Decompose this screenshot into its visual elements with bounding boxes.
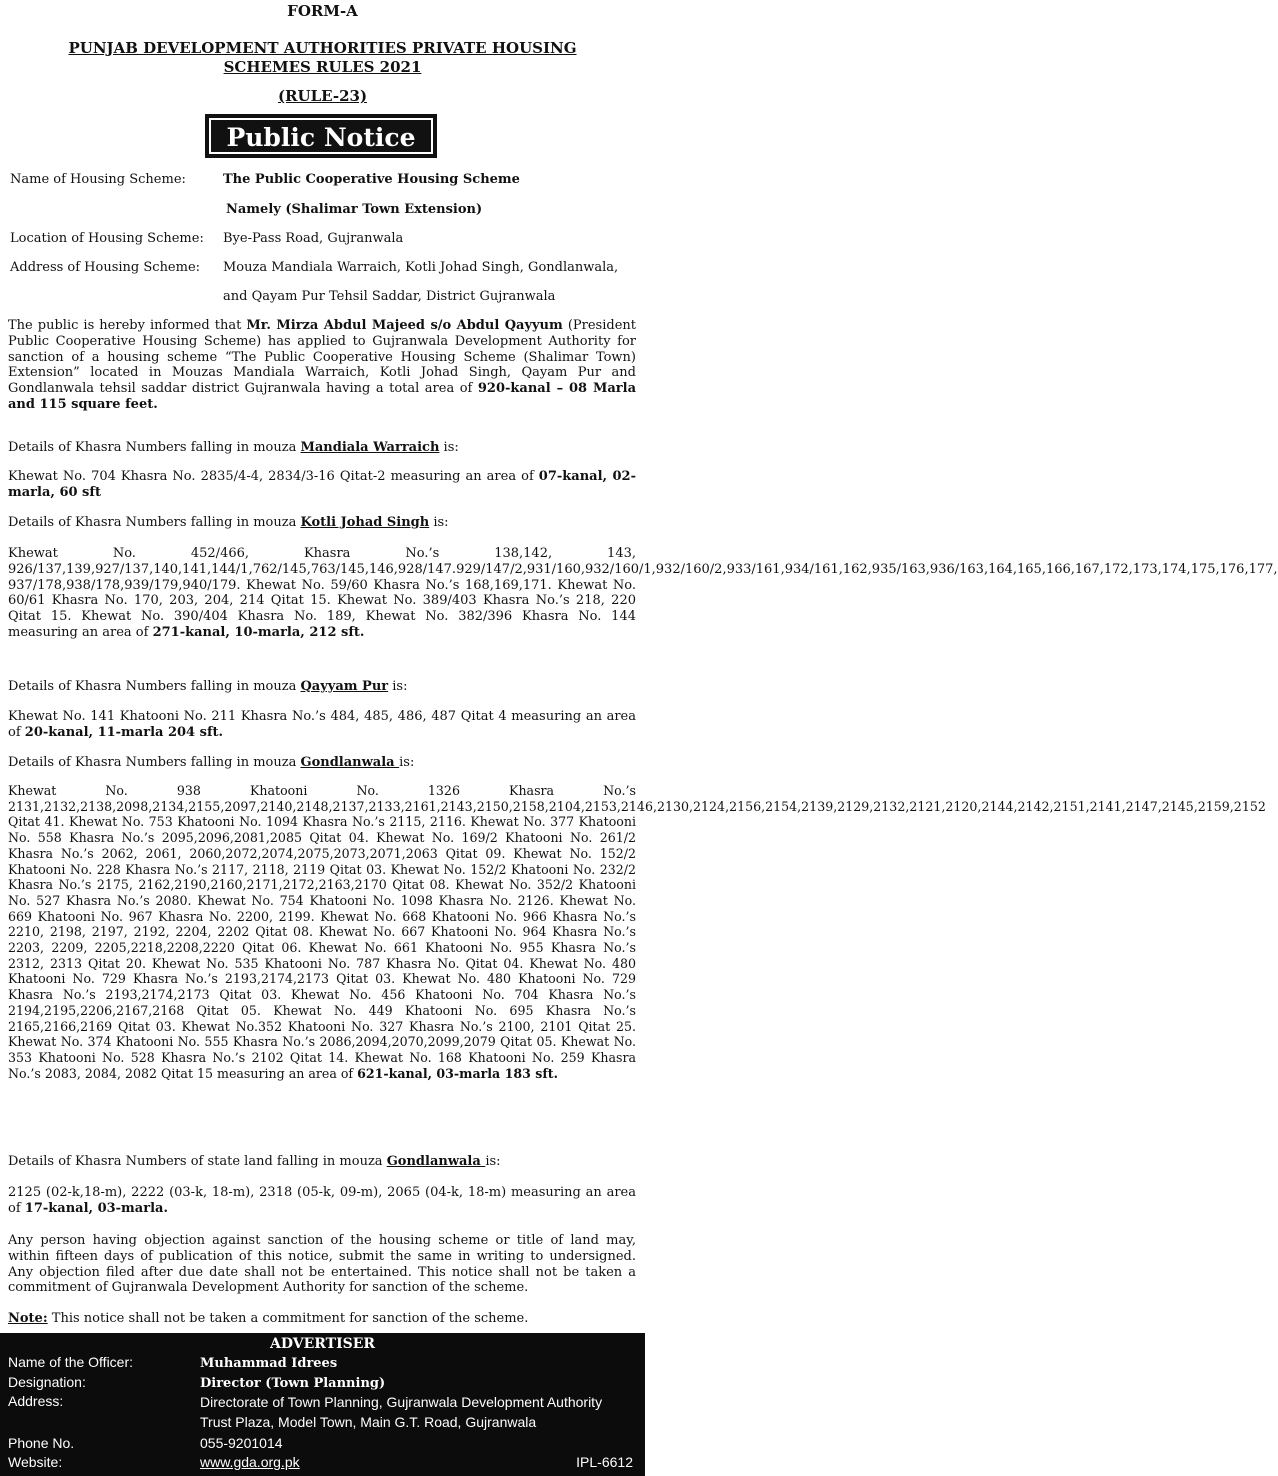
ipl-code: IPL-6612 (576, 1454, 633, 1470)
qayyam-text: Khewat No. 141 Khatooni No. 211 Khasra No.’s 484, 485, 486, 487 Qitat 4 measuring an area of (8, 709, 636, 740)
website-link[interactable]: www.gda.org.pk (200, 1454, 300, 1470)
scheme-name-value2: Namely (Shalimar Town Extension) (226, 202, 483, 217)
form-label: FORM-A (287, 2, 358, 20)
scheme-name-value: The Public Cooperative Housing Scheme (223, 172, 520, 187)
address-value: Directorate of Town Planning, Gujranwala Development Authority (200, 1394, 603, 1410)
scheme-address-label: Address of Housing Scheme: (10, 260, 201, 275)
gondlanwala-heading (8, 755, 414, 771)
scheme-address-value: Mouza Mandiala Warraich, Kotli Johad Singh, Gondlanwala, (223, 260, 619, 275)
heading-prefix: Details of Khasra Numbers falling in mouza (8, 755, 301, 770)
state-land-heading (8, 1154, 501, 1170)
total-area: 920-kanal – 08 Marla and 115 square feet. (8, 381, 637, 412)
heading-suffix: is: (485, 1154, 501, 1169)
officer-value: Muhammad Idrees (200, 1356, 338, 1371)
public-notice-title: Public Notice (209, 118, 433, 154)
mouza-name: Kotli Johad Singh (300, 515, 430, 530)
state-land-text: 2125 (02-k,18-m), 2222 (03-k, 18-m), 2318 (05-k, 09-m), 2065 (04-k, 18-m) measuring an area of (8, 1185, 636, 1216)
mouza-name: Gondlanwala (300, 755, 400, 770)
scheme-name-label: Name of Housing Scheme: (10, 172, 186, 187)
state-land-details (8, 1185, 636, 1217)
designation-label: Designation: (8, 1374, 86, 1390)
mandiala-heading (8, 440, 459, 456)
kotli-heading (8, 515, 449, 531)
objection-paragraph: Any person having objection against sanction of the housing scheme or title of land may, within fifteen days of publication of this notice, submit the same in writing to undersigned. Any objection filed after due date shall not be entertained. This notice shall not be taken a commitment of Gujranwala Development Authority for sanction of the scheme. (8, 1233, 636, 1296)
rules-title-line1: PUNJAB DEVELOPMENT AUTHORITIES PRIVATE HOUSING (68, 39, 577, 57)
heading-suffix: is: (439, 440, 459, 455)
gondlanwala-details (8, 783, 1266, 1081)
state-land-area: 17-kanal, 03-marla. (24, 1200, 168, 1216)
mouza-name: Mandiala Warraich (300, 440, 440, 455)
heading-prefix: Details of Khasra Numbers of state land falling in mouza (8, 1154, 387, 1169)
intro-text-1: The public is hereby informed that (8, 318, 247, 333)
kotli-text: Khewat No. 452/466, Khasra No.’s 138,142, 143, 926/137,139,927/137,140,141,144/1,762/145,763/145,146,928/147.929/147/2,931/160,932/160/1,932/160/2,933/161,934/161,162,935/163,936/163,164,165,166,167,172,173,174,175,176,177, 937/178,938/178,939/179,940/179. Khewat No. 59/60 Khasra No.’s 168,169,171. Khewat No. 60/61 Khasra No. 170, 203, 204, 214 Qitat 15. Khewat No. 389/403 Khasra No.’s 218, 220 Qitat 15. Khewat No. 390/404 Khasra No. 189, Khewat No. 382/396 Khasra No. 144 measuring an area of (8, 546, 1278, 640)
scheme-location-value: Bye-Pass Road, Gujranwala (223, 231, 404, 246)
mouza-name: Gondlanwala (386, 1154, 486, 1169)
scheme-address-value2: and Qayam Pur Tehsil Saddar, District Gujranwala (223, 289, 556, 304)
note-label: Note: (8, 1311, 48, 1326)
qayyam-heading (8, 679, 407, 695)
heading-prefix: Details of Khasra Numbers falling in mouza (8, 515, 301, 530)
public-notice-banner (205, 114, 437, 158)
note-line (8, 1311, 528, 1327)
heading-prefix: Details of Khasra Numbers falling in mouza (8, 440, 301, 455)
advertiser-title: ADVERTISER (269, 1336, 376, 1352)
kotli-area: 271-kanal, 10-marla, 212 sft. (152, 624, 365, 640)
intro-text-2: (President Public Cooperative Housing Scheme) has applied to Gujranwala Development Authority for sanction of a housing scheme “The Public Cooperative Housing Scheme (Shalimar Town) Extension” located in Mouzas Mandiala Warraich, Kotli Johad Singh, Qayam Pur and Gondlanwala tehsil saddar district Gujranwala having a total area of (8, 318, 636, 397)
qayyam-details (8, 709, 636, 741)
heading-prefix: Details of Khasra Numbers falling in mouza (8, 679, 301, 694)
heading-suffix: is: (399, 755, 415, 770)
intro-paragraph (8, 318, 636, 413)
address-value2: Trust Plaza, Model Town, Main G.T. Road, Gujranwala (200, 1414, 537, 1430)
rules-title (0, 39, 645, 77)
officer-label: Name of the Officer: (8, 1354, 134, 1370)
advertiser-panel (0, 1333, 645, 1476)
heading-suffix: is: (388, 679, 408, 694)
phone-label: Phone No. (8, 1435, 75, 1451)
designation-value: Director (Town Planning) (200, 1376, 386, 1391)
gondlanwala-text: Khewat No. 938 Khatooni No. 1326 Khasra No.’s 2131,2132,2138,2098,2134,2155,2097,2140,2148,2137,2133,2161,2143,2150,2158,2104,2153,2146,2130,2124,2156,2154,2139,2129,2132,2121,2120,2144,2142,2151,2141,2147,2145,2159,2152 Qitat 41. Khewat No. 753 Khatooni No. 1094 Khasra No.’s 2115, 2116. Khewat No. 377 Khatooni No. 558 Khasra No.’s 2095,2096,2081,2085 Qitat 04. Khewat No. 169/2 Khatooni No. 261/2 Khasra No.’s 2062, 2061, 2060,2072,2074,2075,2073,2071,2063 Qitat 09. Khewat No. 152/2 Khatooni No. 228 Khasra No.’s 2117, 2118, 2119 Qitat 03. Khewat No. 152/2 Khatooni No. 232/2 Khasra No.’s 2175, 2162,2190,2160,2171,2172,2163,2170 Qitat 08. Khewat No. 352/2 Khatooni No. 527 Khasra No.’s 2080. Khewat No. 754 Khatooni No. 1098 Khasra No. 2126. Khewat No. 669 Khatooni No. 967 Khasra No. 2200, 2199. Khewat No. 668 Khatooni No. 966 Khasra No.’s 2210, 2198, 2197, 2192, 2204, 2202 Qitat 08. Khewat No. 667 Khatooni No. 964 Khasra No.’s 2203, 2209, 2205,2218,2208,2220 Qitat 06. Khewat No. 661 Khatooni No. 955 Khasra No.’s 2312, 2313 Qitat 20. Khewat No. 535 Khatooni No. 787 Khasra No. Qitat 04. Khewat No. 480 Khatooni No. 729 Khasra No.’s 2193,2174,2173 Qitat 03. Khewat No. 480 Khatooni No. 729 Khasra No.’s 2193,2174,2173 Qitat 03. Khewat No. 456 Khatooni No. 704 Khasra No.’s 2194,2195,2206,2167,2168 Qitat 05. Khewat No. 449 Khatooni No. 695 Khasra No.’s 2165,2166,2169 Qitat 03. Khewat No.352 Khatooni No. 327 Khasra No.’s 2100, 2101 Qitat 25. Khewat No. 374 Khatooni No. 555 Khasra No.’s 2086,2094,2070,2099,2079 Qitat 05. Khewat No. 353 Khatooni No. 528 Khasra No.’s 2102 Qitat 14. Khewat No. 168 Khatooni No. 259 Khasra No.’s 2083, 2084, 2082 Qitat 15 measuring an area of (8, 783, 1266, 1081)
note-text: This notice shall not be taken a commitment for sanction of the scheme. (47, 1311, 529, 1326)
address-label: Address: (8, 1393, 64, 1409)
mandiala-area: 07-kanal, 02-marla, 60 sft (8, 469, 636, 500)
mandiala-text: Khewat No. 704 Khasra No. 2835/4-4, 2834/3-16 Qitat-2 measuring an area of (8, 469, 539, 484)
scheme-location-label: Location of Housing Scheme: (10, 231, 204, 246)
rule-number: (RULE-23) (277, 87, 368, 105)
qayyam-area: 20-kanal, 11-marla 204 sft. (24, 724, 224, 740)
kotli-details (8, 546, 1278, 641)
heading-suffix: is: (429, 515, 449, 530)
phone-value: 055-9201014 (200, 1435, 283, 1451)
website-label: Website: (8, 1454, 63, 1470)
gondlanwala-area: 621-kanal, 03-marla 183 sft. (357, 1065, 558, 1081)
applicant-name: Mr. Mirza Abdul Majeed s/o Abdul Qayyum (246, 318, 563, 333)
rules-title-line2: SCHEMES RULES 2021 (223, 58, 422, 76)
mouza-name: Qayyam Pur (300, 679, 389, 694)
mandiala-details (8, 469, 636, 501)
